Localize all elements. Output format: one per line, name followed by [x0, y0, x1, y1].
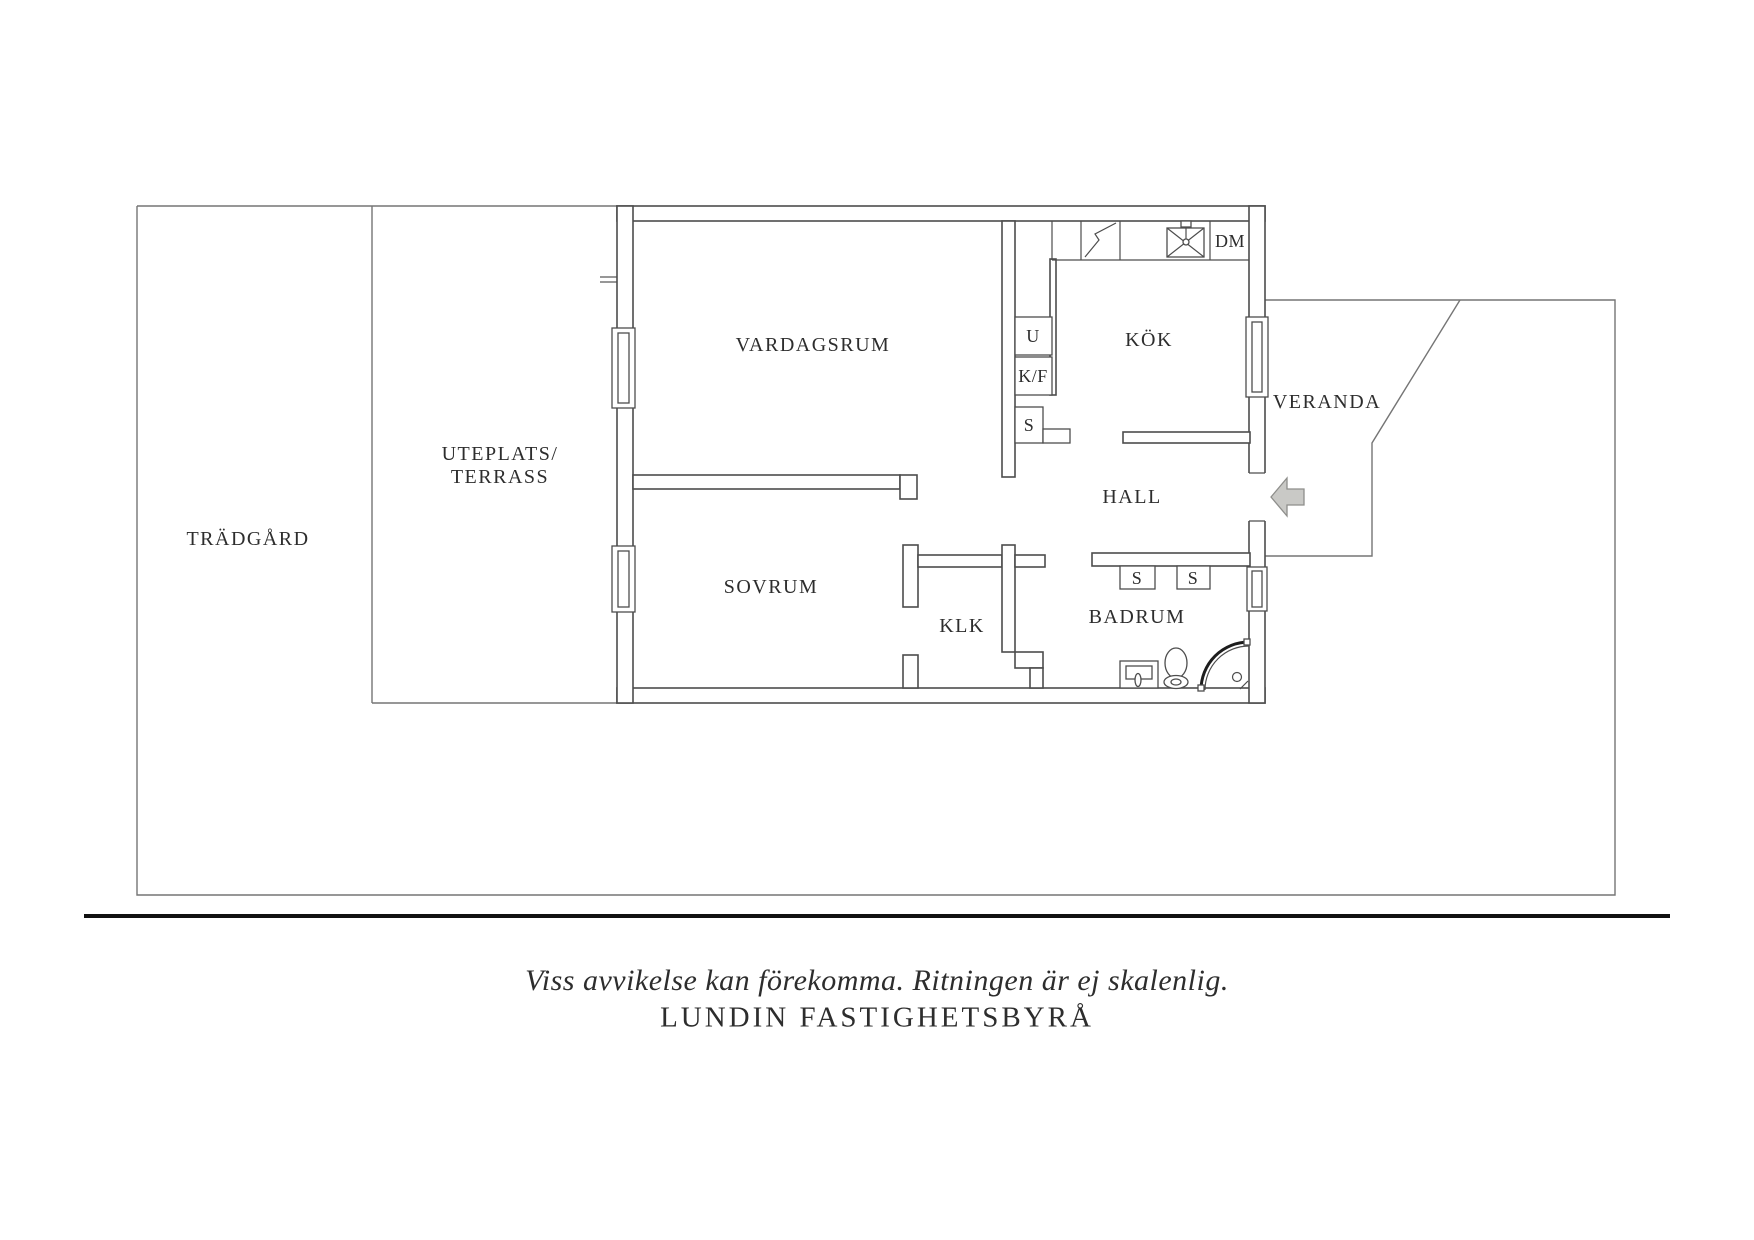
stove-icon	[1085, 223, 1116, 257]
veranda-outline	[1265, 300, 1460, 556]
window-icon-bedroom	[612, 546, 635, 612]
window-icon-bathroom	[1247, 567, 1267, 611]
entrance-door-opening	[1247, 473, 1267, 521]
kitchen-sink-icon	[1167, 221, 1204, 257]
appliance-label-cabinet-bath-2: S	[1187, 568, 1199, 588]
footer-disclaimer: Viss avvikelse kan förekomma. Ritningen är ej skalenlig.	[525, 964, 1229, 997]
appliance-label-oven: U	[1026, 326, 1040, 346]
appliance-label-fridge-freezer: K/F	[1018, 366, 1048, 386]
window-icon-kitchen	[1246, 317, 1268, 397]
footer-brand: LUNDIN FASTIGHETSBYRÅ	[660, 1001, 1094, 1034]
cabinet-boxes	[1015, 317, 1210, 589]
appliance-label-cabinet-kitchen: S	[1023, 415, 1035, 435]
appliance-label-cabinet-bath-1: S	[1131, 568, 1143, 588]
room-label-patio-1: UTEPLATS/	[441, 443, 559, 465]
site-boundary	[137, 206, 1615, 895]
room-label-bathroom: BADRUM	[1088, 606, 1186, 628]
washbasin-icon	[1120, 661, 1158, 688]
room-label-veranda: VERANDA	[1272, 391, 1382, 413]
room-label-living: VARDAGSRUM	[735, 334, 891, 356]
entrance-arrow-icon	[1271, 478, 1304, 516]
separator-rule	[84, 914, 1670, 918]
room-label-hall: HALL	[1102, 486, 1162, 508]
shower-icon	[1198, 639, 1250, 691]
window-icon-living	[612, 328, 635, 408]
appliance-label-dishwasher: DM	[1214, 231, 1246, 251]
room-label-kitchen: KÖK	[1125, 329, 1173, 351]
toilet-icon	[1164, 648, 1188, 689]
room-label-bedroom: SOVRUM	[723, 576, 819, 598]
room-label-garden: TRÄDGÅRD	[186, 528, 310, 550]
room-label-patio-2: TERRASS	[450, 466, 550, 488]
kitchen-cabinet-step	[1043, 429, 1070, 443]
room-label-closet: KLK	[939, 615, 985, 637]
